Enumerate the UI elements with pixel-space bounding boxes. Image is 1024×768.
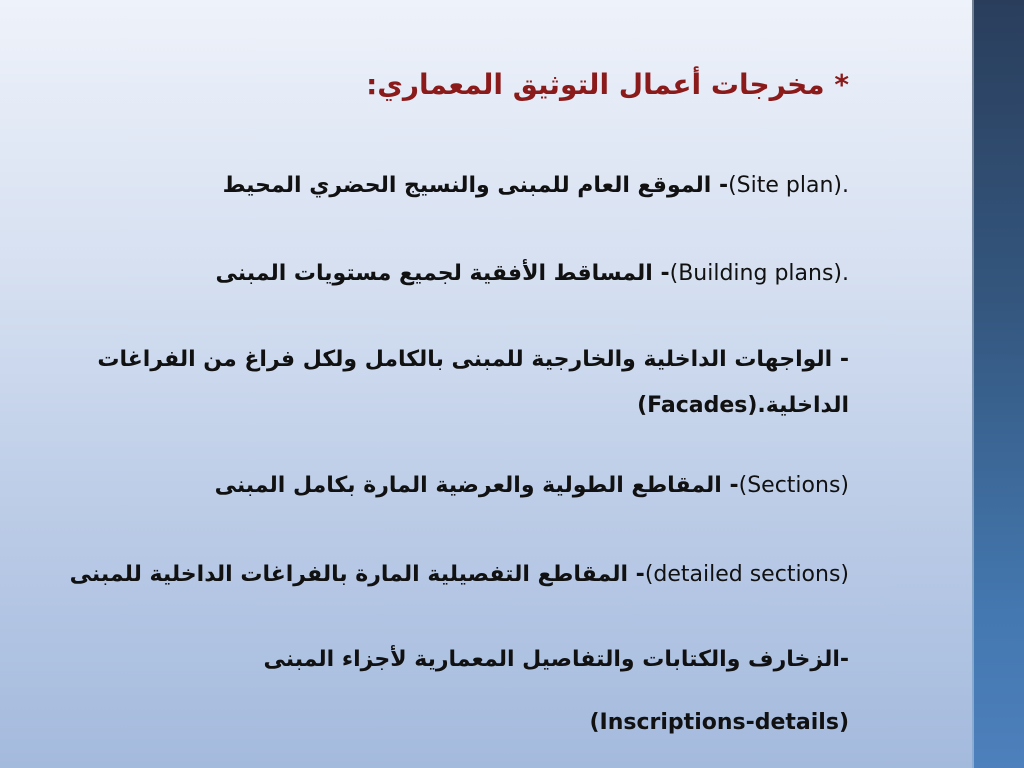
bullet-site-plan-en: (Site plan). — [728, 173, 849, 198]
bullet-facades-ar-line2: الداخلية — [765, 393, 849, 418]
bullet-sections-en: (Sections) — [738, 473, 849, 498]
bullet-building-plans-en: (Building plans). — [669, 261, 849, 286]
decorative-side-bar — [972, 0, 1024, 768]
bullet-site-plan — [223, 172, 849, 200]
bullet-sections-ar: - المقاطع الطولية والعرضية المارة بكامل المبنى — [214, 473, 739, 498]
bullet-building-plans-ar: - المساقط الأفقية لجميع مستويات المبنى — [215, 261, 670, 286]
bullet-sections — [215, 472, 849, 500]
bullet-detailed-sections-en: (detailed sections) — [644, 562, 849, 587]
bullet-inscriptions-line2 — [590, 709, 850, 737]
bullet-detailed-sections-ar: - المقاطع التفصيلية المارة بالفراغات الداخلية للمبنى — [69, 562, 645, 587]
slide-title-text: * مخرجات أعمال التوثيق المعماري: — [366, 68, 849, 101]
bullet-inscriptions-ar: -الزخارف والكتابات والتفاصيل المعمارية لأجزاء المبنى — [263, 647, 849, 672]
bullet-detailed-sections — [70, 561, 849, 589]
bullet-inscriptions-en: (Inscriptions-details) — [589, 710, 849, 735]
bullet-facades-line1 — [97, 346, 849, 374]
slide-title — [366, 68, 849, 102]
bullet-facades-en: (Facades). — [637, 393, 766, 418]
bullet-site-plan-ar: - الموقع العام للمبنى والنسيج الحضري المحيط — [222, 173, 729, 198]
slide-content — [9, 0, 849, 768]
bullet-building-plans — [215, 260, 849, 288]
bullet-facades-ar-line1: - الواجهات الداخلية والخارجية للمبنى بالكامل ولكل فراغ من الفراغات — [97, 347, 849, 372]
bullet-inscriptions-line1 — [263, 646, 849, 674]
bullet-facades-line2 — [637, 392, 849, 420]
